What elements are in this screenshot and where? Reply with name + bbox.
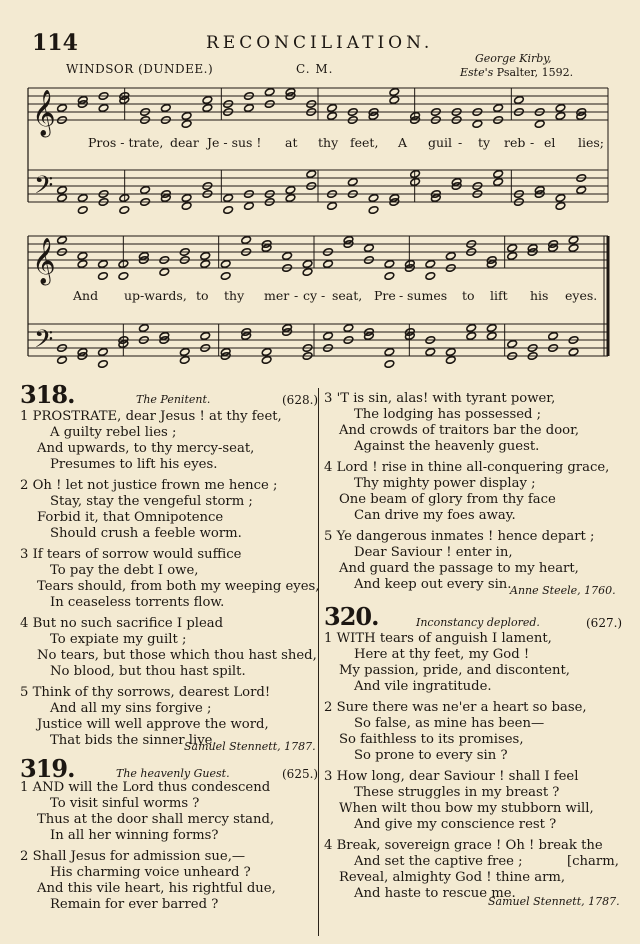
note-head <box>57 236 68 245</box>
verse-line: My passion, pride, and discontent, <box>339 663 570 678</box>
lyric-word: thy <box>224 288 245 303</box>
source-title: Este's <box>460 66 494 79</box>
lyric-word: seat, <box>332 288 363 303</box>
verse-line: 1 AND will the Lord thus condescend <box>20 780 271 795</box>
note-head <box>343 324 354 333</box>
verse-line: And guard the passage to my heart, <box>339 561 579 576</box>
lyric-word: Pros - trate, <box>88 135 164 150</box>
note-head <box>98 260 109 269</box>
note-head <box>98 104 109 113</box>
note-head <box>181 112 192 121</box>
verse-line: And upwards, to thy mercy-seat, <box>37 441 255 456</box>
hymn-author: Anne Steele, 1760. <box>510 584 616 597</box>
note-head <box>445 348 456 357</box>
verse-line: Presumes to lift his eyes. <box>50 457 218 472</box>
note-head <box>323 332 334 341</box>
note-head <box>77 194 88 203</box>
verse-line: Stay, stay the vengeful storm ; <box>50 494 253 509</box>
verse-line: No tears, but those which thou hast shed, <box>37 648 317 663</box>
note-head <box>555 202 566 211</box>
lyric-word: lies; <box>578 135 605 150</box>
lyric-word: - <box>399 288 404 303</box>
note-head <box>507 252 518 261</box>
verse-line: 3 If tears of sorrow would suffice <box>20 547 242 562</box>
hymn-subtitle: Inconstancy deplored. <box>416 616 540 629</box>
note-head <box>159 268 170 277</box>
note-head <box>181 194 192 203</box>
hymn-number: 319. <box>20 754 75 783</box>
lyric-word: A <box>398 135 408 150</box>
note-head <box>576 186 587 195</box>
hymn-reference: (625.) <box>282 767 319 781</box>
verse-line: Remain for ever barred ? <box>50 897 219 912</box>
note-head <box>327 112 338 121</box>
note-head <box>364 244 375 253</box>
note-head <box>306 170 317 179</box>
note-head <box>57 194 68 203</box>
verse-line: Should crush a feeble worm. <box>50 526 242 541</box>
note-head <box>223 206 234 215</box>
note-head <box>140 186 151 195</box>
note-head <box>368 194 379 203</box>
note-head <box>486 324 497 333</box>
lyric-word: up-wards, <box>124 288 187 303</box>
verse-line: Thy mighty power display ; <box>354 476 536 491</box>
verse-line: Here at thy feet, my God ! <box>354 647 530 662</box>
verse-line: 2 Shall Jesus for admission sue,— <box>20 849 246 864</box>
page-title: RECONCILIATION. <box>206 33 434 53</box>
note-head <box>568 236 579 245</box>
note-head <box>384 272 395 281</box>
note-head <box>118 272 129 281</box>
note-head <box>285 194 296 203</box>
note-head <box>220 260 231 269</box>
tune-meter: C. M. <box>296 62 334 76</box>
note-head <box>220 272 231 281</box>
lyric-word: at <box>285 135 298 150</box>
note-head <box>223 194 234 203</box>
note-head <box>568 348 579 357</box>
note-head <box>384 260 395 269</box>
note-head <box>77 252 88 261</box>
verse-line-turnover: [charm, <box>567 854 619 869</box>
verse-line: Justice will well approve the word, <box>37 717 269 732</box>
note-head <box>466 332 477 341</box>
lyric-word: - <box>321 288 326 303</box>
verse-line: The lodging has possessed ; <box>354 407 542 422</box>
note-head <box>384 348 395 357</box>
source-rest: Psalter, 1592. <box>496 66 574 79</box>
verse-line: And set the captive free ; <box>354 854 523 869</box>
verse-line: Can drive my foes away. <box>354 508 516 523</box>
note-head <box>568 244 579 253</box>
lyric-word: mer <box>264 288 290 303</box>
verse-line: 4 Break, sovereign grace ! Oh ! break the <box>324 838 603 853</box>
lyric-word: - <box>294 288 299 303</box>
hymn-reference: (628.) <box>282 393 319 407</box>
note-head <box>98 348 109 357</box>
hymn-number: 318. <box>20 380 75 409</box>
note-head <box>555 194 566 203</box>
note-head <box>77 206 88 215</box>
lyric-word: to <box>196 288 209 303</box>
column-divider <box>318 388 319 936</box>
verse-line: One beam of glory from thy face <box>339 492 556 507</box>
hymn-subtitle: The Penitent. <box>136 393 211 406</box>
hymn-author: Samuel Stennett, 1787. <box>488 895 620 908</box>
note-head <box>261 348 272 357</box>
note-head <box>514 96 525 105</box>
verse-line: To pay the debt I owe, <box>50 563 199 578</box>
note-head <box>425 260 436 269</box>
lyric-word: eyes. <box>565 288 598 303</box>
note-head <box>160 104 171 113</box>
lyric-word: ty <box>478 135 491 150</box>
verse-line: Forbid it, that Omnipotence <box>37 510 224 525</box>
verse-line: In all her winning forms? <box>50 828 219 843</box>
verse-line: 1 PROSTRATE, dear Jesus ! at thy feet, <box>20 409 282 424</box>
verse-line: No blood, but thou hast spilt. <box>50 664 246 679</box>
note-head <box>445 356 456 365</box>
note-head <box>507 340 518 349</box>
verse-line: 5 Think of thy sorrows, dearest Lord! <box>20 685 271 700</box>
verse-line: And all my sins forgive ; <box>50 701 212 716</box>
note-head <box>57 186 68 195</box>
note-head <box>486 332 497 341</box>
verse-line: And haste to rescue me. <box>354 886 516 901</box>
lyric-word: guil <box>428 135 453 150</box>
verse-line: To visit sinful worms ? <box>50 796 200 811</box>
note-head <box>138 324 149 333</box>
tune-name: WINDSOR (DUNDEE.) <box>66 62 214 76</box>
note-head <box>425 272 436 281</box>
note-head <box>179 348 190 357</box>
note-head <box>425 348 436 357</box>
lyric-word: dear <box>170 135 199 150</box>
note-head <box>493 178 504 187</box>
note-head <box>472 120 483 129</box>
hymn-author: Samuel Stennett, 1787. <box>184 740 316 753</box>
note-head <box>384 360 395 369</box>
note-head <box>347 178 358 187</box>
lyric-word: lift <box>490 288 508 303</box>
note-head <box>534 120 545 129</box>
composer: George Kirby, <box>475 52 552 65</box>
lyric-word: his <box>530 288 549 303</box>
note-head <box>285 186 296 195</box>
note-head <box>368 206 379 215</box>
verse-line: And this vile heart, his rightful due, <box>37 881 276 896</box>
verse-line: And give my conscience rest ? <box>354 817 557 832</box>
page-number: 114 <box>32 30 78 56</box>
lyric-word: feet, <box>350 135 379 150</box>
verse-line: And crowds of traitors bar the door, <box>339 423 580 438</box>
note-head <box>77 260 88 269</box>
note-head <box>241 236 252 245</box>
note-head <box>202 104 213 113</box>
verse-line: So false, as mine has been— <box>354 716 545 731</box>
note-head <box>327 104 338 113</box>
note-head <box>200 252 211 261</box>
verse-line: So prone to every sin ? <box>354 748 508 763</box>
note-head <box>327 202 338 211</box>
lyric-word: reb <box>504 135 526 150</box>
lyric-word: el <box>544 135 556 150</box>
note-head <box>202 96 213 105</box>
hymn-reference: (627.) <box>586 616 623 630</box>
verse-line: That bids the sinner live. <box>50 733 217 748</box>
verse-line: His charming voice unheard ? <box>50 865 251 880</box>
note-head <box>445 252 456 261</box>
note-head <box>493 170 504 179</box>
bass-clef-icon: 𝄢 <box>34 171 54 206</box>
note-head <box>548 332 559 341</box>
note-head <box>200 332 211 341</box>
verse-line: To expiate my guilt ; <box>50 632 187 647</box>
lyric-word: cy <box>303 288 318 303</box>
verse-line: So faithless to its promises, <box>339 732 524 747</box>
note-head <box>57 356 68 365</box>
note-head <box>493 104 504 113</box>
note-head <box>555 104 566 113</box>
verse-line: Dear Saviour ! enter in, <box>354 545 513 560</box>
note-head <box>264 88 275 97</box>
treble-clef-icon: 𝄞 <box>32 90 56 136</box>
verse-line: 4 But no such sacrifice I plead <box>20 616 224 631</box>
note-head <box>507 244 518 253</box>
note-head <box>244 202 255 211</box>
note-head <box>302 260 313 269</box>
verse-line: In ceaseless torrents flow. <box>50 595 225 610</box>
note-head <box>389 88 400 97</box>
hymn-number: 320. <box>324 602 379 631</box>
verse-line: Reveal, almighty God ! thine arm, <box>339 870 566 885</box>
note-head <box>466 324 477 333</box>
note-head <box>179 356 190 365</box>
verse-line: These struggles in my breast ? <box>354 785 560 800</box>
lyric-word: - <box>530 135 535 150</box>
verse-line: 3 How long, dear Saviour ! shall I feel <box>324 769 579 784</box>
verse-line: Thus at the door shall mercy stand, <box>37 812 275 827</box>
verse-line: A guilty rebel lies ; <box>50 425 177 440</box>
verse-line: When wilt thou bow my stubborn will, <box>339 801 594 816</box>
note-head <box>181 120 192 129</box>
note-head <box>244 104 255 113</box>
note-head <box>302 268 313 277</box>
note-head <box>119 206 130 215</box>
lyric-word: Pre <box>374 288 396 303</box>
note-head <box>261 356 272 365</box>
note-head <box>389 96 400 105</box>
note-head <box>98 360 109 369</box>
note-head <box>181 202 192 211</box>
verse-line: Against the heavenly guest. <box>354 439 540 454</box>
verse-line: 1 WITH tears of anguish I lament, <box>324 631 552 646</box>
note-head <box>555 112 566 121</box>
note-head <box>282 252 293 261</box>
music-score <box>0 0 640 370</box>
verse-line: And keep out every sin. <box>354 577 512 592</box>
verse-line: And vile ingratitude. <box>354 679 492 694</box>
lyric-word: to <box>462 288 475 303</box>
bass-clef-icon: 𝄢 <box>34 325 54 360</box>
verse-line: 3 'T is sin, alas! with tyrant power, <box>324 391 556 406</box>
hymn-subtitle: The heavenly Guest. <box>116 767 230 780</box>
verse-line: 2 Oh ! let not justice frown me hence ; <box>20 478 278 493</box>
note-head <box>323 260 334 269</box>
lyric-word: thy <box>318 135 339 150</box>
treble-clef-icon: 𝄞 <box>32 238 56 284</box>
verse-line: 4 Lord ! rise in thine all-conquering grace, <box>324 460 610 475</box>
note-head <box>200 260 211 269</box>
note-head <box>57 104 68 113</box>
lyric-word: sumes <box>407 288 448 303</box>
lyric-word: And <box>73 288 99 303</box>
lyric-word: - <box>458 135 463 150</box>
verse-line: 2 Sure there was ne'er a heart so base, <box>324 700 587 715</box>
lyric-word: Je - sus ! <box>207 135 262 150</box>
note-head <box>98 272 109 281</box>
verse-line: 5 Ye dangerous inmates ! hence depart ; <box>324 529 595 544</box>
verse-line: Tears should, from both my weeping eyes, <box>37 579 320 594</box>
